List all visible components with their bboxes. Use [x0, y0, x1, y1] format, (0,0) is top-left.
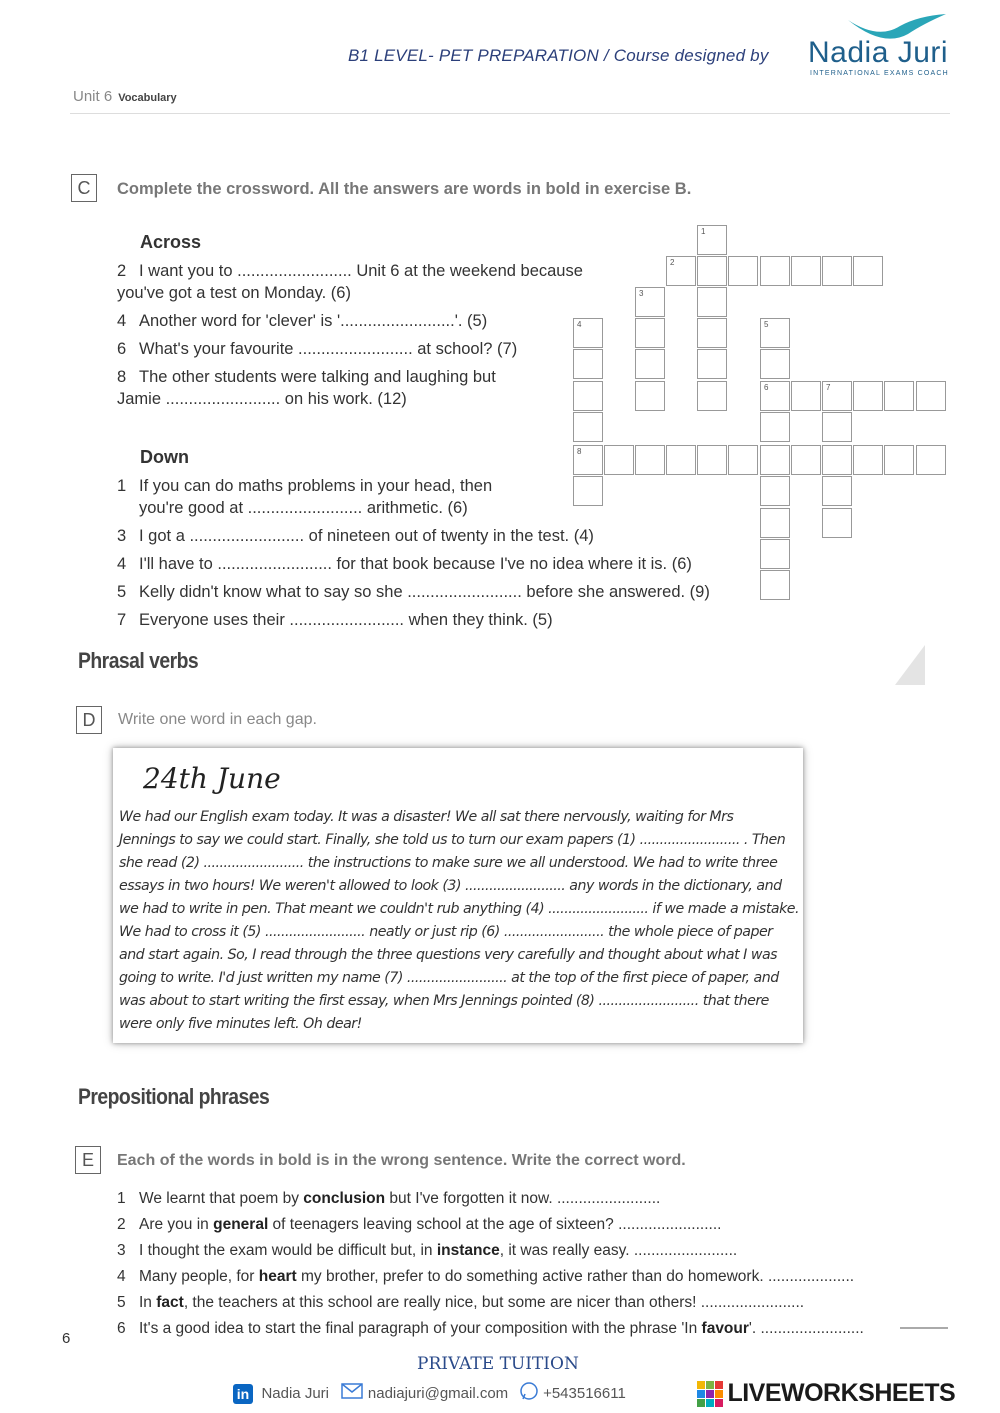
crossword-cell[interactable]	[791, 256, 821, 286]
diary-line: We had our English exam today. It was a disaster! We all sat there nervously, waiting for Mrs	[119, 809, 734, 825]
clue-item: 7 Everyone uses their ......................... when they think. (5)	[117, 611, 553, 629]
crossword-cell[interactable]	[760, 508, 790, 538]
crossword-number: 8	[577, 447, 582, 456]
crossword-cell[interactable]	[822, 476, 852, 506]
crossword-cell[interactable]	[697, 318, 727, 348]
crossword-cell[interactable]	[573, 412, 603, 442]
crossword-cell[interactable]	[635, 381, 665, 411]
crossword-cell[interactable]	[635, 445, 665, 475]
crossword-cell[interactable]	[697, 445, 727, 475]
clue-item: you're good at ......................... arithmetic. (6)	[139, 499, 468, 517]
diary-line: We had to cross it (5) ......................... neatly or just rip (6) ......................... the whole piece of paper	[119, 924, 773, 940]
crossword-number: 4	[577, 320, 582, 329]
liveworksheets-icon	[697, 1381, 723, 1407]
down-heading: Down	[140, 447, 189, 467]
page-number: 6	[62, 1330, 71, 1347]
list-item: 2 Are you in general of teenagers leaving school at the age of sixteen? ........................	[117, 1216, 722, 1233]
crossword-cell[interactable]	[760, 256, 790, 286]
section-c-instruction: Complete the crossword. All the answers are words in bold in exercise B.	[117, 180, 692, 198]
contact-bar	[233, 1381, 626, 1405]
list-item: 1 We learnt that poem by conclusion but I've forgotten it now. ........................	[117, 1190, 661, 1207]
crossword-cell[interactable]	[884, 445, 914, 475]
liveworksheets-wordmark: LIVEWORKSHEETS	[727, 1379, 956, 1407]
section-e-letter: E	[75, 1146, 101, 1174]
crossword-cell[interactable]	[760, 570, 790, 600]
crossword-cell[interactable]	[853, 445, 883, 475]
linkedin-name: Nadia Juri	[261, 1385, 329, 1402]
crossword-cell[interactable]	[697, 349, 727, 379]
diary-line: she read (2) ......................... the instructions to make sure we all understood. We had to write three	[119, 855, 778, 871]
phrasal-verbs-heading: Phrasal verbs	[78, 648, 199, 673]
diary-line: Jennings to say we could start. Finally, she told us to turn our exam papers (1) ......................... . Then	[119, 832, 786, 848]
diary-line: going to write. I'd just written my name (7) ......................... at the top of the first piece of paper, and	[119, 970, 779, 986]
crossword-number: 3	[639, 289, 644, 298]
crossword-cell[interactable]	[760, 539, 790, 569]
clue-item: 1 If you can do maths problems in your head, then	[117, 477, 493, 495]
section-e-instruction: Each of the words in bold is in the wrong sentence. Write the correct word.	[117, 1152, 686, 1169]
diary-line: essays in two hours! We weren't allowed to look (3) ......................... any words in the dictionary, and	[119, 878, 782, 894]
crossword-cell[interactable]	[697, 381, 727, 411]
crossword-cell[interactable]	[884, 381, 914, 411]
down-clues	[117, 475, 710, 631]
crossword-cell[interactable]	[822, 412, 852, 442]
crossword-cell[interactable]	[853, 381, 883, 411]
clue-item: Jamie ......................... on his work. (12)	[117, 390, 407, 408]
crossword-number: 5	[764, 320, 769, 329]
clue-item: you've got a test on Monday. (6)	[117, 284, 351, 302]
crossword-cell[interactable]	[635, 349, 665, 379]
crossword-cell[interactable]	[791, 381, 821, 411]
diary-line: was about to start writing the first essay, when Mrs Jennings pointed (8) ......................... that there	[119, 993, 769, 1009]
phone-number: +543516611	[543, 1385, 626, 1402]
crossword-cell[interactable]	[635, 318, 665, 348]
crossword-cell[interactable]	[822, 508, 852, 538]
crossword-cell[interactable]	[916, 381, 946, 411]
corner-shadow	[895, 645, 925, 685]
section-d-instruction: Write one word in each gap.	[118, 711, 317, 728]
list-item: 5 In fact, the teachers at this school are really nice, but some are nicer than others! ........................	[117, 1294, 805, 1311]
corner-rule	[900, 1327, 948, 1329]
crossword-cell[interactable]	[573, 476, 603, 506]
list-item: 6 It's a good idea to start the final paragraph of your composition with the phrase 'In favour'. ........................	[117, 1320, 864, 1337]
crossword-cell[interactable]	[666, 445, 696, 475]
crossword-cell[interactable]	[573, 381, 603, 411]
crossword-number: 1	[701, 227, 706, 236]
crossword-cell[interactable]	[697, 287, 727, 317]
crossword-cell[interactable]	[697, 256, 727, 286]
crossword-cell[interactable]	[573, 349, 603, 379]
unit-topic: Vocabulary	[118, 92, 177, 104]
course-title: B1 LEVEL- PET PREPARATION / Course designed by	[348, 46, 769, 65]
crossword-cell[interactable]	[760, 445, 790, 475]
linkedin-icon: in	[233, 1384, 253, 1404]
crossword-cell[interactable]	[916, 445, 946, 475]
crossword-cell[interactable]	[822, 445, 852, 475]
crossword-number: 6	[764, 383, 769, 392]
unit-number: Unit 6	[73, 88, 113, 105]
email-address[interactable]: nadiajuri@gmail.com	[367, 1385, 509, 1402]
across-clues	[117, 260, 583, 410]
crossword-number: 2	[670, 258, 675, 267]
clue-item: 4 I'll have to ......................... for that book because I've no idea where it is. (6)	[117, 555, 692, 573]
logo-subtitle: INTERNATIONAL EXAMS COACH	[810, 70, 949, 77]
crossword-cell[interactable]	[728, 445, 758, 475]
diary-date: 24th June	[143, 762, 281, 795]
clue-item: 3 I got a ......................... of nineteen out of twenty in the test. (4)	[117, 527, 594, 545]
list-item: 3 I thought the exam would be difficult but, in instance, it was really easy. ........................	[117, 1242, 738, 1259]
clue-item: 4 Another word for 'clever' is '.........................'. (5)	[117, 312, 488, 330]
logo-name: Nadia Juri	[808, 36, 949, 69]
crossword-cell[interactable]	[760, 412, 790, 442]
crossword-cell[interactable]	[728, 256, 758, 286]
section-d-letter: D	[76, 706, 102, 734]
across-heading: Across	[140, 232, 202, 252]
section-c-letter: C	[71, 174, 97, 202]
crossword-cell[interactable]	[853, 256, 883, 286]
section-e-list	[117, 1190, 864, 1346]
diary-line: we had to write in pen. That meant we couldn't rub anything (4) ......................... if we made a mistake.	[119, 901, 800, 917]
crossword-cell[interactable]	[760, 476, 790, 506]
brand-logo	[808, 10, 968, 80]
email-icon	[341, 1383, 363, 1404]
crossword-cell[interactable]	[760, 349, 790, 379]
crossword-cell[interactable]	[604, 445, 634, 475]
clue-item: 6 What's your favourite ......................... at school? (7)	[117, 340, 518, 358]
diary-box	[113, 748, 803, 1043]
crossword-cell[interactable]	[791, 445, 821, 475]
header-divider	[70, 113, 950, 114]
whatsapp-icon	[519, 1381, 539, 1406]
unit-label	[73, 88, 177, 105]
list-item: 4 Many people, for heart my brother, prefer to do something active rather than do homework. ....................	[117, 1268, 855, 1285]
prepositional-phrases-heading: Prepositional phrases	[78, 1084, 270, 1109]
diary-line: were only five minutes left. Oh dear!	[119, 1016, 362, 1032]
liveworksheets-brand	[697, 1379, 955, 1408]
clue-item: 5 Kelly didn't know what to say so she ......................... before she answered. (9)	[117, 583, 710, 601]
diary-line: and start again. So, I read through the three questions very carefully and thought about what I was	[119, 947, 778, 963]
crossword-number: 7	[826, 383, 831, 392]
crossword-cell[interactable]	[822, 256, 852, 286]
clue-item: 8 The other students were talking and laughing but	[117, 368, 496, 386]
private-tuition: PRIVATE TUITION	[417, 1354, 579, 1374]
clue-item: 2 I want you to ......................... Unit 6 at the weekend because	[117, 262, 583, 280]
